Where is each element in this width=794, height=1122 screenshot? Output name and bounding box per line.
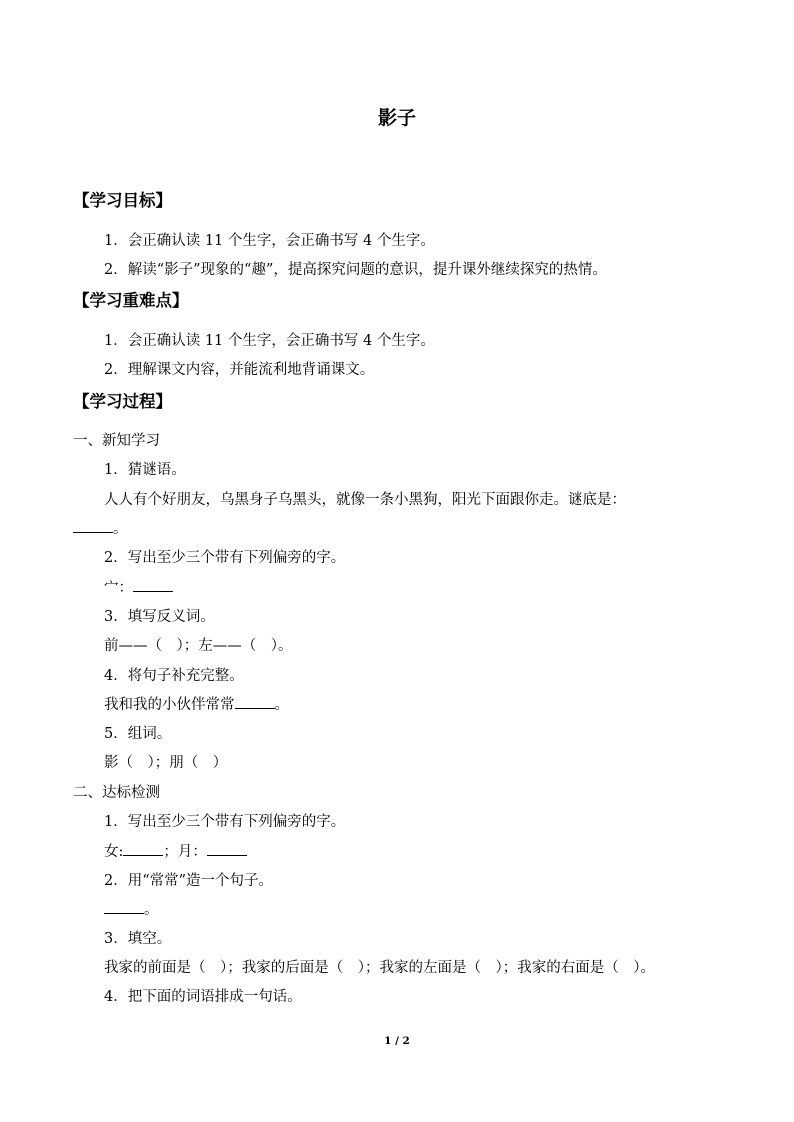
answer-blank[interactable] xyxy=(104,900,144,914)
part1-q3-label: 3．填写反义词。 xyxy=(104,609,215,625)
part1-q5-text: 影（ ）；朋（ ） xyxy=(104,755,228,771)
part2-q3-label: 3．填空。 xyxy=(104,931,172,947)
keypoint-item-1: 1．会正确认读 11 个生字，会正确书写 4 个生字。 xyxy=(104,333,435,349)
part2-q2-label: 2．用“常常”造一个句子。 xyxy=(104,873,274,889)
part1-q2-answer-line: 宀： xyxy=(104,578,173,598)
part1-q2-label: 2．写出至少三个带有下列偏旁的字。 xyxy=(104,550,346,566)
part2-q2-answer-line: 。 xyxy=(104,900,159,920)
keypoint-item-2: 2．理解课文内容，并能流利地背诵课文。 xyxy=(104,362,375,378)
part2-q4-label: 4．把下面的词语排成一句话。 xyxy=(104,989,302,1005)
answer-blank[interactable] xyxy=(73,519,113,533)
goal-item-1: 1．会正确认读 11 个生字，会正确书写 4 个生字。 xyxy=(104,233,435,249)
part1-title: 一、新知学习 xyxy=(73,433,160,449)
part2-q3-text: 我家的前面是（ ）；我家的后面是（ ）；我家的左面是（ ）；我家的右面是（ ）。 xyxy=(104,960,655,976)
part1-q5-label: 5．组词。 xyxy=(104,726,172,742)
keypoints-heading: 【学习重难点】 xyxy=(73,291,189,310)
part1-q1-label: 1．猜谜语。 xyxy=(104,462,186,478)
part1-q1-text: 人人有个好朋友，乌黑身子乌黑头，就像一条小黑狗，阳光下面跟你走。谜底是： xyxy=(104,492,626,508)
part2-q1-answer-line: 女: ；月： xyxy=(104,842,247,862)
part2-title: 二、达标检测 xyxy=(73,785,160,801)
answer-blank[interactable] xyxy=(133,578,173,592)
part1-q1-answer-line: 。 xyxy=(73,519,128,539)
answer-blank[interactable] xyxy=(123,842,163,856)
page-number: 1 / 2 xyxy=(384,1035,410,1047)
goals-heading: 【学习目标】 xyxy=(73,191,172,210)
part1-q4-label: 4．将句子补充完整。 xyxy=(104,668,244,684)
answer-blank[interactable] xyxy=(235,695,275,709)
part2-q1-label: 1．写出至少三个带有下列偏旁的字。 xyxy=(104,814,346,830)
part1-q3-text: 前——（ ）；左——（ ）。 xyxy=(104,638,293,654)
part1-q4-answer-line: 我和我的小伙伴常常 。 xyxy=(104,697,289,713)
answer-blank[interactable] xyxy=(207,842,247,856)
goal-item-2: 2．解读“影子”现象的“趣”，提高探究问题的意识，提升课外继续探究的热情。 xyxy=(104,262,607,278)
page-title: 影子 xyxy=(377,107,416,129)
process-heading: 【学习过程】 xyxy=(73,392,172,411)
